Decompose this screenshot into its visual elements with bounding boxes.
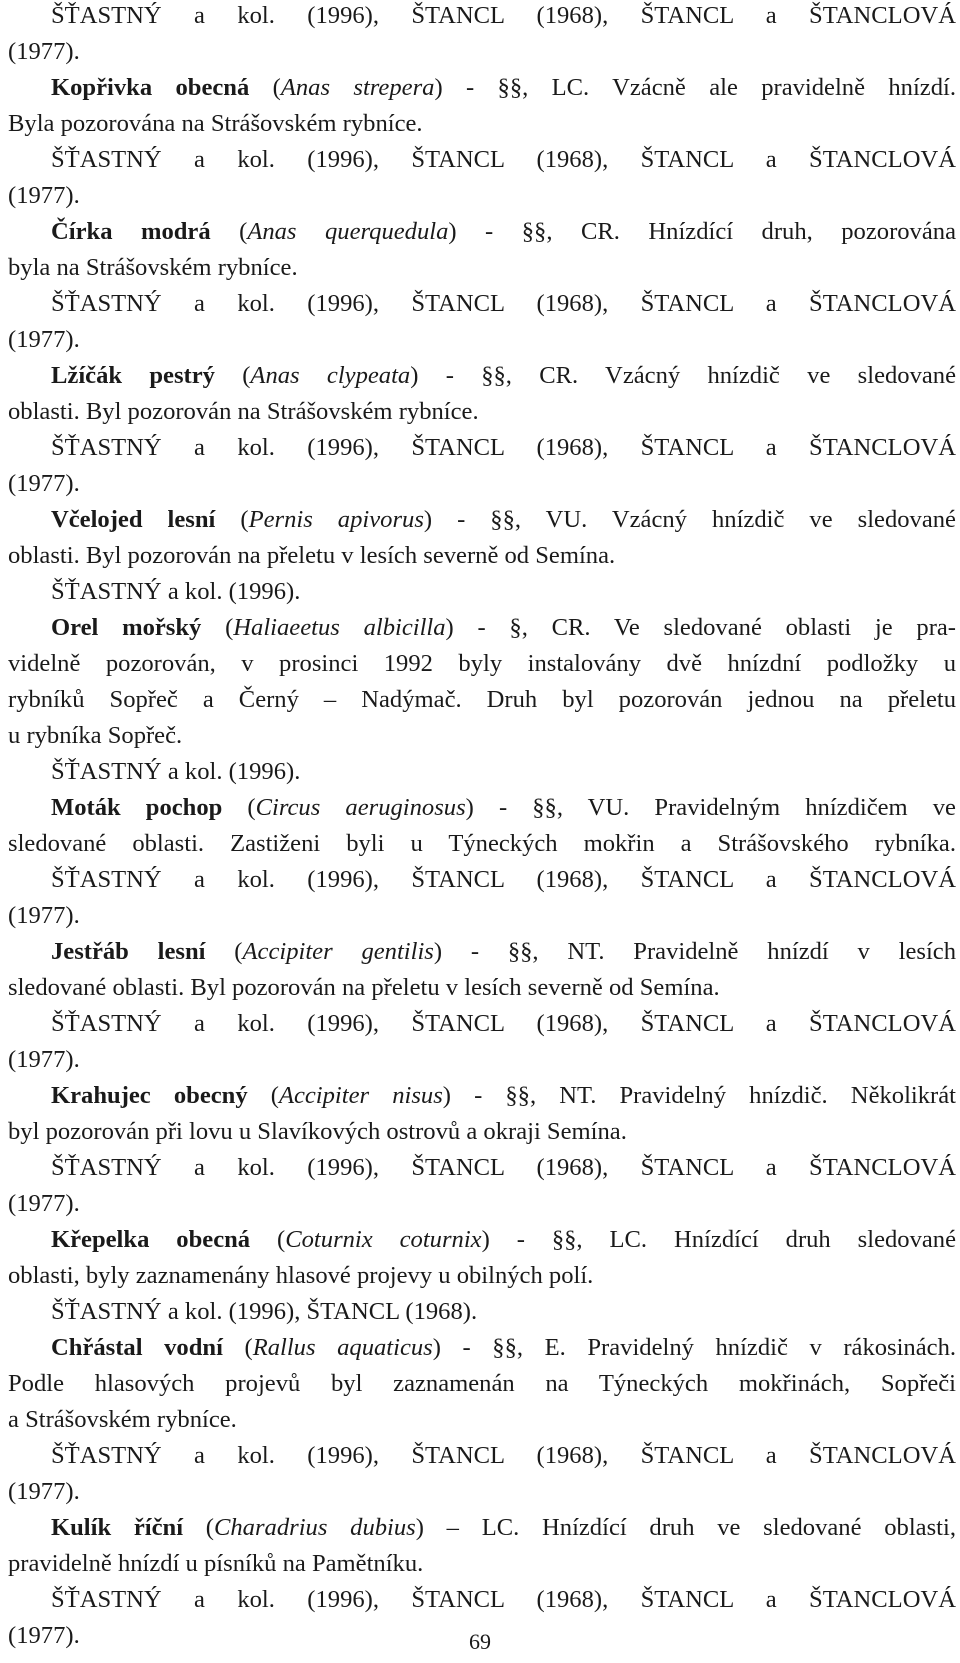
text-run: ) – LC. Hnízdící druh ve sledované oblasti, <box>415 1514 956 1541</box>
text-run: (1977). <box>8 1190 80 1217</box>
text-run: ŠŤASTNÝ a kol. (1996), ŠTANCL (1968), ŠTANCL a ŠTANCLOVÁ <box>51 434 956 461</box>
text-run: ŠŤASTNÝ a kol. (1996), ŠTANCL (1968), ŠTANCL a ŠTANCLOVÁ <box>51 2 956 29</box>
text-run: oblasti. Byl pozorován na přeletu v lesích severně od Semína. <box>8 542 616 569</box>
text-run: ( <box>214 362 251 389</box>
text-line <box>8 1042 956 1078</box>
latin-name: Rallus aquaticus <box>252 1334 433 1361</box>
text-run: ) - §§, VU. Vzácný hnízdič ve sledované <box>423 506 956 533</box>
text-line <box>8 934 956 970</box>
text-run: videlně pozorován, v prosinci 1992 byly instalovány dvě hnízdní podložky u <box>8 650 956 677</box>
text-line <box>8 178 956 214</box>
text-run: ŠŤASTNÝ a kol. (1996), ŠTANCL (1968), ŠTANCL a ŠTANCLOVÁ <box>51 1442 956 1469</box>
text-run: (1977). <box>8 470 80 497</box>
text-run: sledované oblasti. Zastiženi byli u Týneckých mokřin a Strášovského rybníka. <box>8 830 956 857</box>
text-line <box>8 898 956 934</box>
text-line <box>8 106 956 142</box>
text-run: ( <box>215 506 249 533</box>
text-run: (1977). <box>8 182 80 209</box>
latin-name: Accipiter gentilis <box>242 938 434 965</box>
text-run: ( <box>222 794 256 821</box>
text-line <box>8 322 956 358</box>
text-line <box>8 34 956 70</box>
text-run: (1977). <box>8 1622 80 1649</box>
text-line <box>8 70 956 106</box>
species-name: Čírka modrá <box>51 218 211 245</box>
text-run: ( <box>247 1082 279 1109</box>
text-line <box>8 358 956 394</box>
text-line <box>8 466 956 502</box>
text-run: ( <box>205 938 243 965</box>
text-line <box>8 1150 956 1186</box>
text-run: ŠŤASTNÝ a kol. (1996), ŠTANCL (1968), ŠTANCL a ŠTANCLOVÁ <box>51 290 956 317</box>
text-line <box>8 1582 956 1618</box>
text-run: ) - §§, NT. Pravidelný hnízdič. Několikrát <box>442 1082 956 1109</box>
text-run: ( <box>249 74 281 101</box>
text-line <box>8 862 956 898</box>
text-line <box>8 1258 956 1294</box>
text-run: ) - §§, VU. Pravidelným hnízdičem ve <box>465 794 956 821</box>
text-line <box>8 394 956 430</box>
text-run: ŠŤASTNÝ a kol. (1996), ŠTANCL (1968), ŠTANCL a ŠTANCLOVÁ <box>51 146 956 173</box>
text-run: oblasti. Byl pozorován na Strášovském rybníce. <box>8 398 479 425</box>
text-run: oblasti, byly zaznamenány hlasové projevy u obilných polí. <box>8 1262 594 1289</box>
text-run: Byla pozorována na Strášovském rybníce. <box>8 110 423 137</box>
text-line <box>8 1222 956 1258</box>
text-run: ŠŤASTNÝ a kol. (1996), ŠTANCL (1968), ŠTANCL a ŠTANCLOVÁ <box>51 1154 956 1181</box>
text-line <box>8 286 956 322</box>
species-name: Chřástal vodní <box>51 1334 223 1361</box>
text-line <box>8 826 956 862</box>
text-run: ) - §§, LC. Vzácně ale pravidelně hnízdí. <box>434 74 956 101</box>
species-name: Krahujec obecný <box>51 1082 248 1109</box>
latin-name: Pernis apivorus <box>248 506 424 533</box>
text-run: ŠŤASTNÝ a kol. (1996), ŠTANCL (1968), ŠTANCL a ŠTANCLOVÁ <box>51 866 956 893</box>
text-run: ŠŤASTNÝ a kol. (1996), ŠTANCL (1968). <box>51 1298 478 1325</box>
text-line <box>8 1402 956 1438</box>
text-line <box>8 1330 956 1366</box>
species-name: Kopřivka obecná <box>51 74 250 101</box>
text-line <box>8 214 956 250</box>
text-run: ŠŤASTNÝ a kol. (1996). <box>51 578 301 605</box>
text-run: ( <box>250 1226 286 1253</box>
text-run: ) - §§, CR. Vzácný hnízdič ve sledované <box>410 362 957 389</box>
text-line <box>8 610 956 646</box>
text-line <box>8 0 956 34</box>
text-line <box>8 1474 956 1510</box>
latin-name: Anas clypeata <box>250 362 411 389</box>
text-line <box>8 430 956 466</box>
text-run: ) - §§, E. Pravidelný hnízdič v rákosinách. <box>432 1334 957 1361</box>
species-name: Včelojed lesní <box>51 506 216 533</box>
text-run: ( <box>183 1514 214 1541</box>
latin-name: Anas querquedula <box>247 218 449 245</box>
text-line <box>8 970 956 1006</box>
text-run: (1977). <box>8 326 80 353</box>
text-run: ) - §§, LC. Hnízdící druh sledované <box>481 1226 956 1253</box>
text-line <box>8 574 956 610</box>
latin-name: Circus aeruginosus <box>255 794 466 821</box>
species-name: Moták pochop <box>51 794 223 821</box>
text-line <box>8 1114 956 1150</box>
text-line <box>8 1006 956 1042</box>
text-run: ŠŤASTNÝ a kol. (1996), ŠTANCL (1968), ŠTANCL a ŠTANCLOVÁ <box>51 1586 956 1613</box>
text-run: ) - §§, CR. Hnízdící druh, pozorována <box>448 218 956 245</box>
text-line <box>8 1186 956 1222</box>
body-text <box>8 0 956 1654</box>
text-run: u rybníka Sopřeč. <box>8 722 183 749</box>
text-run: ( <box>201 614 234 641</box>
text-line <box>8 142 956 178</box>
species-name: Křepelka obecná <box>51 1226 251 1253</box>
text-line <box>8 754 956 790</box>
latin-name: Haliaeetus albicilla <box>233 614 446 641</box>
text-line <box>8 538 956 574</box>
text-run: ) - §, CR. Ve sledované oblasti je pra- <box>445 614 956 641</box>
species-name: Lžíčák pestrý <box>51 362 215 389</box>
text-run: (1977). <box>8 1046 80 1073</box>
text-line <box>8 682 956 718</box>
text-run: ( <box>222 1334 253 1361</box>
text-run: ŠŤASTNÝ a kol. (1996), ŠTANCL (1968), ŠTANCL a ŠTANCLOVÁ <box>51 1010 956 1037</box>
text-line <box>8 250 956 286</box>
text-run: (1977). <box>8 38 80 65</box>
text-run: byl pozorován při lovu u Slavíkových ostrovů a okraji Semína. <box>8 1118 627 1145</box>
text-run: Podle hlasových projevů byl zaznamenán na Týneckých mokřinách, Sopřeči <box>8 1370 956 1397</box>
text-line <box>8 646 956 682</box>
text-run: pravidelně hnízdí u písníků na Pamětníku. <box>8 1550 424 1577</box>
text-run: a Strášovském rybníce. <box>8 1406 237 1433</box>
text-line <box>8 1438 956 1474</box>
text-line <box>8 718 956 754</box>
species-name: Kulík říční <box>51 1514 184 1541</box>
text-line <box>8 790 956 826</box>
species-name: Jestřáb lesní <box>51 938 206 965</box>
page-number: 69 <box>469 1629 491 1654</box>
text-run: (1977). <box>8 902 80 929</box>
text-run: sledované oblasti. Byl pozorován na přeletu v lesích severně od Semína. <box>8 974 720 1001</box>
text-run: ) - §§, NT. Pravidelně hnízdí v lesích <box>433 938 957 965</box>
text-run: ŠŤASTNÝ a kol. (1996). <box>51 758 301 785</box>
text-run: ( <box>210 218 248 245</box>
text-line <box>8 1546 956 1582</box>
latin-name: Anas strepera <box>280 74 435 101</box>
text-line <box>8 502 956 538</box>
text-line <box>8 1294 956 1330</box>
latin-name: Coturnix coturnix <box>285 1226 482 1253</box>
text-run: (1977). <box>8 1478 80 1505</box>
text-line <box>8 1510 956 1546</box>
text-run: byla na Strášovském rybníce. <box>8 254 298 281</box>
latin-name: Charadrius dubius <box>213 1514 416 1541</box>
text-line <box>8 1078 956 1114</box>
latin-name: Accipiter nisus <box>278 1082 443 1109</box>
species-name: Orel mořský <box>51 614 202 641</box>
text-line <box>8 1366 956 1402</box>
text-run: rybníků Sopřeč a Černý – Nadýmač. Druh byl pozorován jednou na přeletu <box>8 686 956 713</box>
